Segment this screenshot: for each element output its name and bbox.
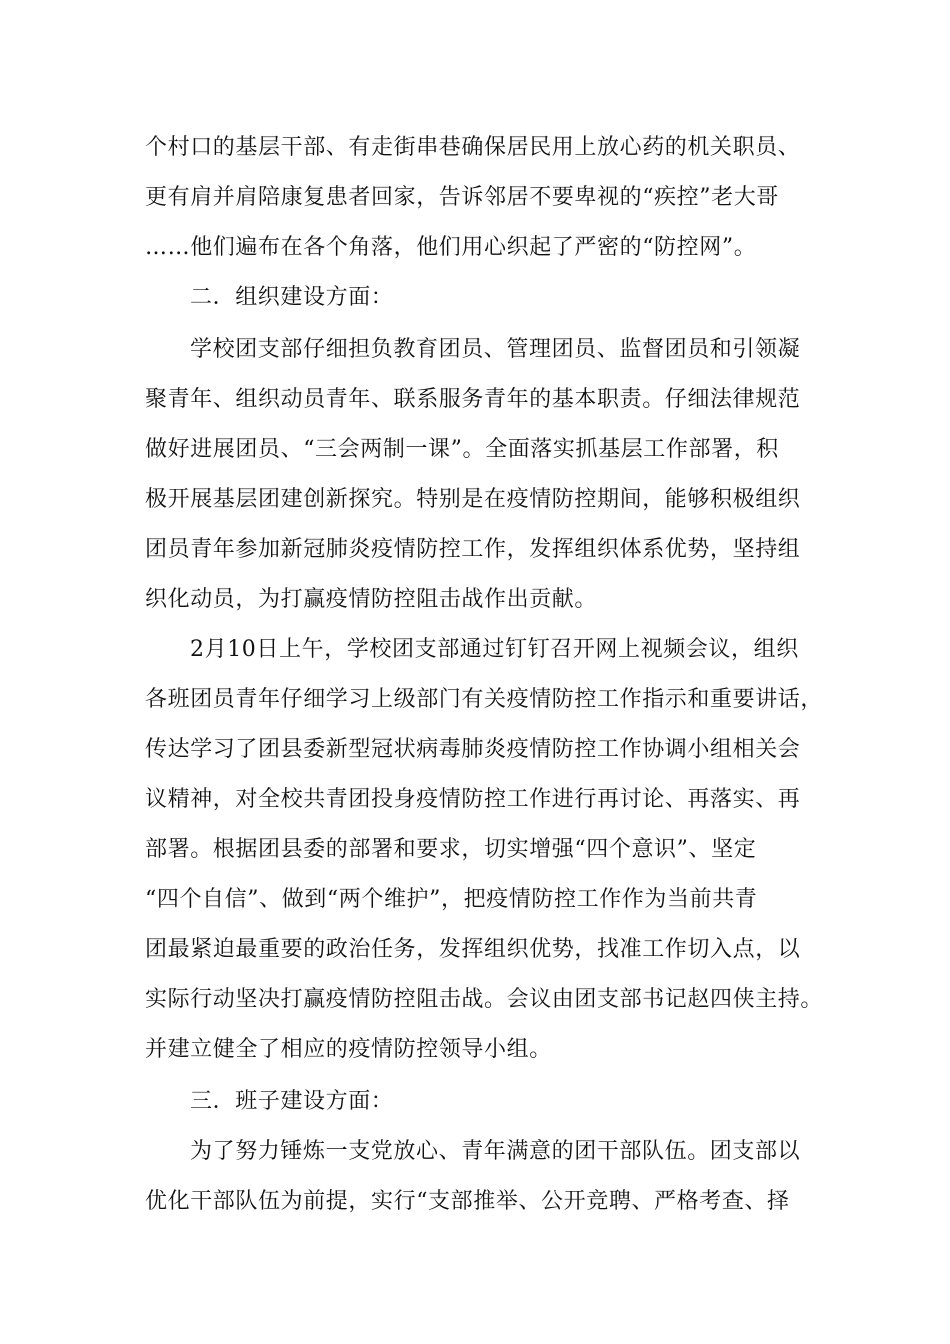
text-line: 部署。根据团县委的部署和要求，切实增强“四个意识”、坚定 [145, 837, 757, 862]
text-line: 实际行动坚决打赢疫情防控阻击战。会议由团支部书记赵四侠主持。 [145, 987, 824, 1012]
text-line: 2月10日上午，学校团支部通过钉钉召开网上视频会议，组织 [190, 637, 799, 662]
text-line: 议精神，对全校共青团投身疫情防控工作进行再讨论、再落实、再 [145, 787, 801, 812]
text-line: 极开展基层团建创新探究。特别是在疫情防控期间，能够积极组织 [145, 487, 801, 512]
text-line: ……他们遍布在各个角落，他们用心织起了严密的“防控网”。 [145, 235, 757, 260]
text-line: 为了努力锤炼一支党放心、青年满意的团干部队伍。团支部以 [190, 1139, 801, 1164]
text-line: 个村口的基层干部、有走街串巷确保居民用上放心药的机关职员、 [145, 135, 801, 160]
text-line: 团最紧迫最重要的政治任务，发挥组织优势，找准工作切入点，以 [145, 937, 801, 962]
text-line: 学校团支部仔细担负教育团员、管理团员、监督团员和引领凝 [190, 337, 801, 362]
text-line: 优化干部队伍为前提，实行“支部推举、公开竞聘、严格考查、择 [145, 1189, 790, 1214]
text-line: 各班团员青年仔细学习上级部门有关疫情防控工作指示和重要讲话， [145, 687, 824, 712]
section-heading: 三．班子建设方面： [190, 1089, 394, 1114]
text-line: 并建立健全了相应的疫情防控领导小组。 [145, 1037, 552, 1062]
text-line: 团员青年参加新冠肺炎疫情防控工作，发挥组织体系优势，坚持组 [145, 537, 801, 562]
text-line: 织化动员，为打赢疫情防控阻击战作出贡献。 [145, 587, 598, 612]
text-line: 做好进展团员、“三会两制一课”。全面落实抓基层工作部署，积 [145, 437, 779, 462]
text-line: 传达学习了团县委新型冠状病毒肺炎疫情防控工作协调小组相关会 [145, 737, 801, 762]
section-heading: 二．组织建设方面： [190, 285, 394, 310]
text-line: “四个自信”、做到“两个维护”，把疫情防控工作作为当前共青 [145, 887, 758, 912]
text-line: 更有肩并肩陪康复患者回家，告诉邻居不要卑视的“疾控”老大哥 [145, 185, 779, 210]
text-line: 聚青年、组织动员青年、联系服务青年的基本职责。仔细法律规范 [145, 387, 801, 412]
